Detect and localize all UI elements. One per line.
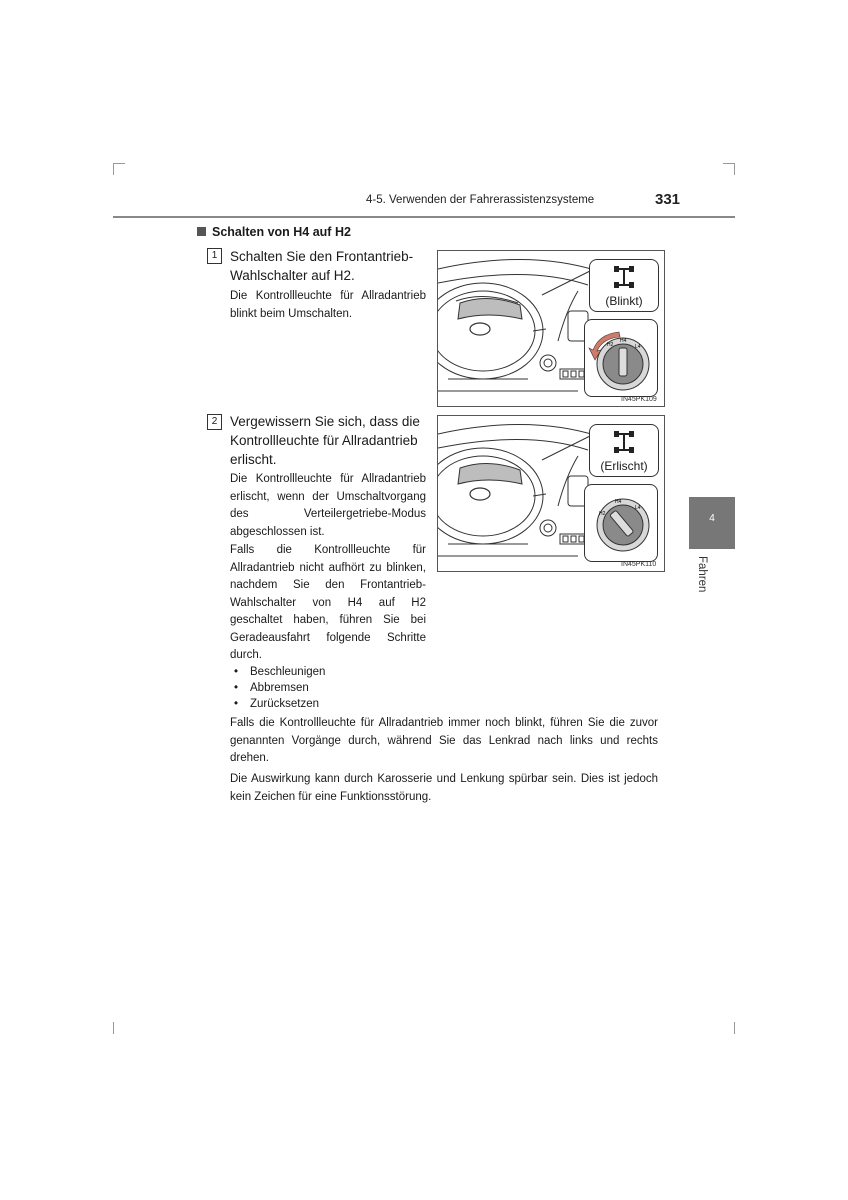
step-number-2: 2 bbox=[207, 414, 222, 430]
figure-step-2 bbox=[437, 415, 665, 572]
paragraph: Die Auswirkung kann durch Karosserie und Lenkung spürbar sein. Dies ist jedoch kein Zeichen für eine Funktionsstörung. bbox=[230, 773, 658, 803]
figure-code: IN45PK110 bbox=[621, 561, 657, 568]
figure-step-1 bbox=[437, 250, 665, 407]
dial-label-h2: H2 bbox=[599, 511, 606, 517]
crop-mark bbox=[113, 163, 114, 175]
step-number-1: 1 bbox=[207, 248, 222, 264]
dial-label-h4: H4 bbox=[615, 499, 622, 505]
dial-label-l4: L4 bbox=[635, 505, 641, 511]
list-item: • Abbremsen bbox=[230, 680, 325, 696]
list-item: • Zurücksetzen bbox=[230, 696, 325, 712]
step-1-text: Schalten Sie den Frontantrieb-Wahlschalter auf H2. bbox=[230, 249, 414, 283]
dial-callout bbox=[584, 319, 658, 397]
transfer-dial-icon bbox=[585, 320, 657, 396]
dial-label-l4: L4 bbox=[635, 344, 641, 350]
step-2-note-2: Falls die Kontrollleuchte für Allradantrieb nicht aufhört zu blinken, nachdem Sie den Frontantrieb-Wahlschalter von H4 auf H2 geschaltet haben, führen Sie bei Geradeausfahrt folgende Schritte durch. bbox=[230, 544, 426, 661]
chapter-title: 4-5. Verwenden der Fahrerassistenzsysteme bbox=[366, 194, 595, 206]
crop-mark bbox=[113, 1022, 114, 1034]
chapter-tab-label: Fahren bbox=[696, 556, 708, 593]
transfer-dial-icon bbox=[585, 485, 657, 561]
square-bullet-icon bbox=[197, 227, 206, 236]
section-heading bbox=[197, 225, 351, 239]
crop-mark bbox=[734, 1022, 735, 1034]
chapter-tab[interactable] bbox=[689, 497, 735, 549]
chapter-tab-number: 4 bbox=[709, 513, 715, 524]
section-title: Schalten von H4 auf H2 bbox=[212, 225, 351, 239]
4wd-indicator-icon bbox=[612, 264, 636, 292]
dial-label-h4: H4 bbox=[620, 338, 627, 344]
page-number: 331 bbox=[655, 191, 681, 208]
crop-mark bbox=[723, 163, 735, 164]
header-rule bbox=[113, 216, 735, 218]
indicator-callout bbox=[589, 259, 659, 312]
dial-callout bbox=[584, 484, 658, 562]
4wd-indicator-icon bbox=[612, 429, 636, 457]
paragraph: Falls die Kontrollleuchte für Allradantrieb immer noch blinkt, führen Sie die zuvor genannten Vorgänge durch, während Sie das Lenkrad nach links und rechts drehen. bbox=[230, 717, 658, 764]
indicator-state-label: (Erlischt) bbox=[600, 459, 648, 473]
bullet-list bbox=[230, 664, 325, 712]
step-1-note: Die Kontrollleuchte für Allradantrieb blinkt beim Umschalten. bbox=[230, 290, 426, 320]
figure-code: IN45PK109 bbox=[621, 396, 657, 403]
crop-mark bbox=[734, 163, 735, 175]
indicator-callout bbox=[589, 424, 659, 477]
dial-label-h2: H2 bbox=[607, 342, 614, 348]
step-2-note-1: Die Kontrollleuchte für Allradantrieb erlischt, wenn der Umschaltvorgang des Verteilergetriebe-Modus abgeschlossen ist. bbox=[230, 473, 426, 538]
indicator-state-label: (Blinkt) bbox=[605, 294, 643, 308]
list-item: • Beschleunigen bbox=[230, 664, 325, 680]
crop-mark bbox=[113, 163, 125, 164]
step-2-text: Vergewissern Sie sich, dass die Kontrollleuchte für Allradantrieb erlischt. bbox=[230, 414, 420, 467]
